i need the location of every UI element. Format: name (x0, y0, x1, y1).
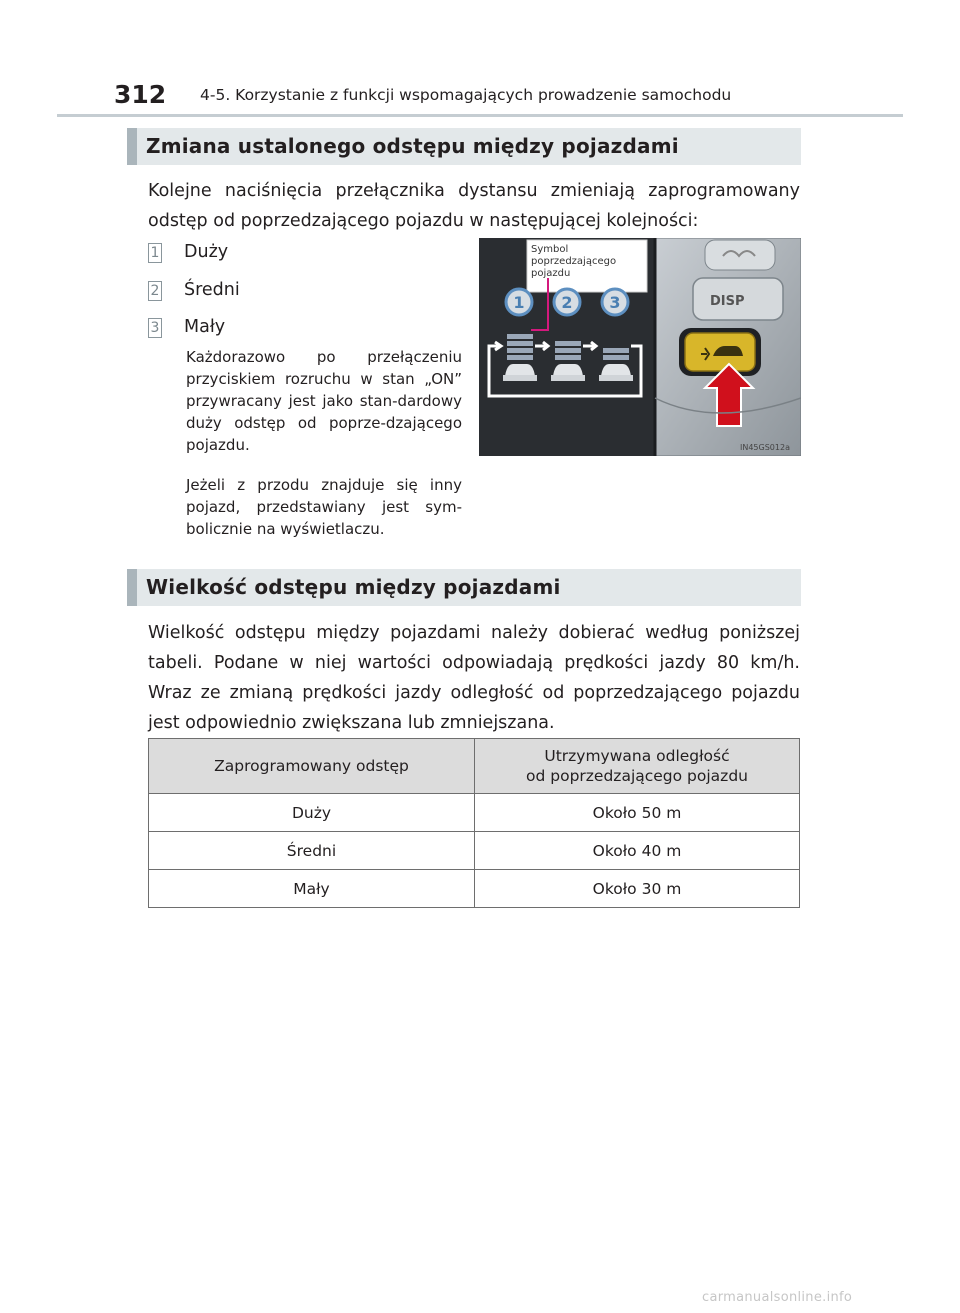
section2-paragraph-line: Wielkość odstępu między pojazdami należy dobierać według poniższej (148, 623, 800, 643)
number-badge: 2 (148, 281, 162, 301)
header-line: Utrzymywana odległość (544, 747, 730, 765)
table-cell-setting: Mały (149, 870, 475, 908)
table-header-setting: Zaprogramowany odstęp (149, 739, 475, 794)
page-number: 312 (114, 80, 167, 109)
image-code: IN45GS012a (740, 443, 790, 452)
table-cell-distance: Około 40 m (475, 832, 800, 870)
section2-paragraph-line: jest odpowiednio zwiększana lub zmniejszana. (148, 713, 555, 733)
vehicle-distance-icon (503, 334, 537, 381)
note-default-interval: Każdorazowo po przełączeniu przyciskiem rozruchu w stan „ON” przywracany jest jako stan-dardowy duży odstęp od poprze-dzającego pojazdu. (186, 348, 462, 454)
table-row (149, 870, 800, 908)
table-row (149, 832, 800, 870)
number-badge: 1 (148, 243, 162, 263)
callout-text-line1: Symbol (531, 244, 569, 255)
circle-number: 2 (561, 293, 573, 312)
section-title: Zmiana ustalonego odstępu między pojazdami (146, 134, 679, 158)
section2-paragraph-line: Wraz ze zmianą prędkości jazdy odległość od poprzedzającego pojazdu (148, 683, 800, 703)
list-item-label: Mały (184, 317, 226, 337)
disp-button-label: DISP (710, 294, 745, 309)
circle-number: 3 (609, 293, 621, 312)
section-title: Wielkość odstępu między pojazdami (146, 575, 561, 599)
section2-paragraph-line: tabeli. Podane w niej wartości odpowiadają prędkości jazdy 80 km/h. (148, 653, 800, 673)
table-cell-setting: Średni (149, 832, 475, 870)
section-heading-interval-size (127, 569, 801, 606)
header-line: od poprzedzającego pojazdu (526, 767, 748, 785)
distance-table (148, 738, 800, 908)
table-header-distance (475, 739, 800, 794)
watermark: carmanualsonline.info (702, 1290, 853, 1305)
list-item-label: Duży (184, 242, 229, 262)
callout-text-line3: pojazdu (531, 268, 571, 279)
callout-text-line2: poprzedzającego (531, 256, 617, 267)
number-badge: 3 (148, 318, 162, 338)
table-header-row (149, 739, 800, 794)
note-vehicle-ahead: Jeżeli z przodu znajduje się inny pojazd, przedstawiany jest sym-bolicznie na wyświetlaczu. (186, 476, 462, 538)
table-cell-distance: Około 50 m (475, 794, 800, 832)
distance-switch-illustration (479, 238, 801, 456)
section1-paragraph-line2: odstęp od poprzedzającego pojazdu w następującej kolejności: (148, 211, 699, 231)
header-rule (57, 114, 903, 117)
table-cell-setting: Duży (149, 794, 475, 832)
circle-number: 1 (513, 293, 525, 312)
section1-paragraph-line1: Kolejne naciśnięcia przełącznika dystansu zmieniają zaprogramowany (148, 181, 800, 201)
list-item-label: Średni (184, 280, 240, 300)
chapter-title: 4-5. Korzystanie z funkcji wspomagających prowadzenie samochodu (200, 86, 732, 104)
table-row (149, 794, 800, 832)
table-cell-distance: Około 30 m (475, 870, 800, 908)
section-heading-interval-change (127, 128, 801, 165)
